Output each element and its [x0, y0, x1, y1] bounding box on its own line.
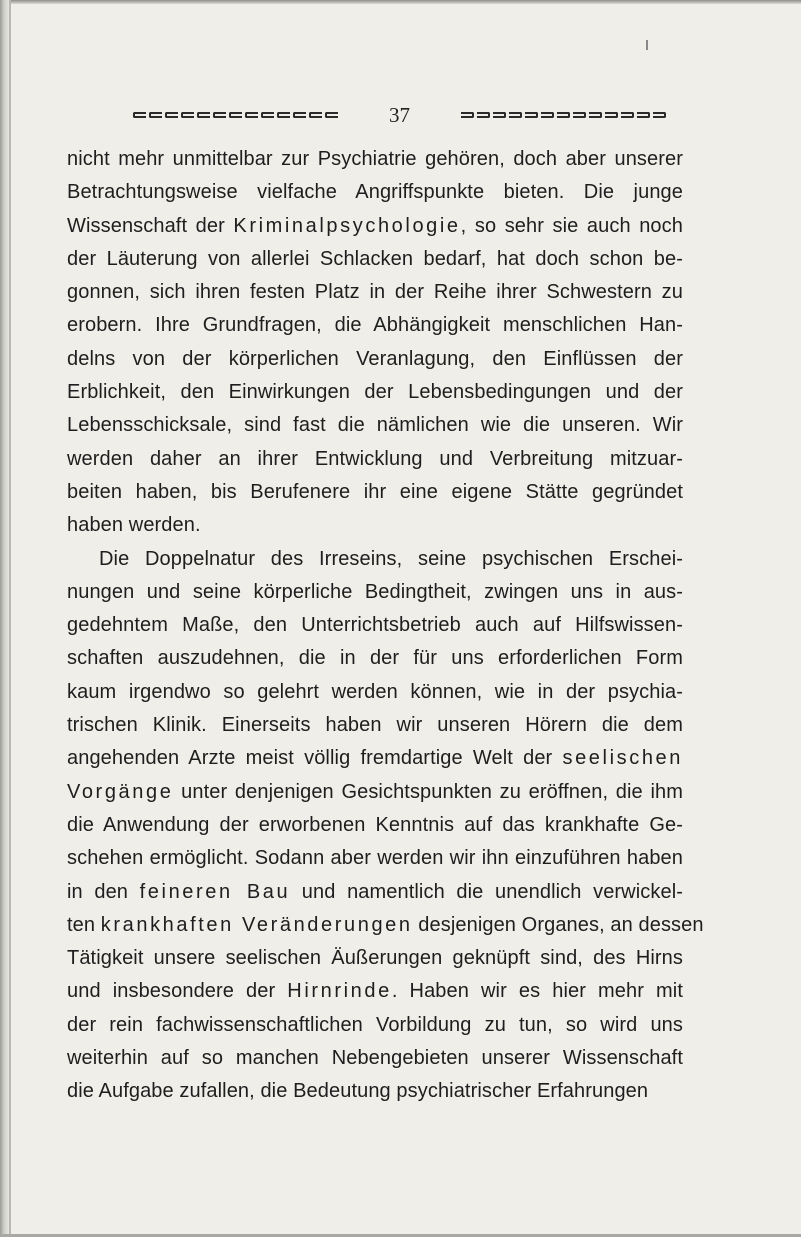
- text-line: Wissenschaft der Kriminalpsychologie, so sehr sie auch noch: [67, 214, 683, 237]
- text-line: Erblichkeit, den Einwirkungen der Lebensbedingungen und der: [67, 381, 683, 404]
- text-line: Lebensschicksale, sind fast die nämlichen wie die unseren. Wir: [67, 414, 683, 437]
- ornament-glyph: [653, 112, 666, 118]
- ornament-glyph: [133, 112, 146, 118]
- text-line: haben werden.: [67, 514, 201, 537]
- ornament-glyph: [197, 112, 210, 118]
- ornament-glyph: [245, 112, 258, 118]
- text-line: delns von der körperlichen Veranlagung, den Einflüssen der: [67, 347, 683, 370]
- ornament-glyph: [605, 112, 618, 118]
- text-line: beiten haben, bis Berufenere ihr eine eigene Stätte gegründet: [67, 480, 683, 503]
- text-line: Vorgänge unter denjenigen Gesichtspunkten zu eröffnen, die ihm: [67, 780, 683, 803]
- ornament-glyph: [213, 112, 226, 118]
- ornament-glyph: [541, 112, 554, 118]
- running-header: [133, 100, 666, 130]
- ornament-glyph: [181, 112, 194, 118]
- ornament-glyph: [573, 112, 586, 118]
- ornament-glyph: [325, 112, 338, 118]
- ornament-glyph: [293, 112, 306, 118]
- ornament-glyph: [493, 112, 506, 118]
- ornament-glyph: [557, 112, 570, 118]
- text-line: werden daher an ihrer Entwicklung und Verbreitung mitzuar-: [67, 447, 683, 470]
- text-line: gedehntem Maße, den Unterrichtsbetrieb auch auf Hilfswissen-: [67, 614, 683, 637]
- ornament-glyph: [229, 112, 242, 118]
- left-ornament-band: [133, 112, 338, 118]
- text-line: der rein fachwissenschaftlichen Vorbildung zu tun, so wird uns: [67, 1013, 683, 1036]
- text-line: die Aufgabe zufallen, die Bedeutung psychiatrischer Erfahrungen: [67, 1080, 649, 1103]
- text-line: erobern. Ihre Grundfragen, die Abhängigkeit menschlichen Han-: [67, 314, 683, 337]
- page-left-edge: [0, 0, 9, 1237]
- emphasized-term: seelischen: [562, 747, 683, 770]
- emphasized-term: feineren Bau: [139, 880, 291, 903]
- text-line: nungen und seine körperliche Bedingtheit, zwingen uns in aus-: [67, 580, 683, 603]
- text-line: Die Doppelnatur des Irreseins, seine psychischen Erschei-: [99, 547, 683, 570]
- body-text: [67, 143, 704, 1109]
- ornament-glyph: [165, 112, 178, 118]
- text-line: Betrachtungsweise vielfache Angriffspunkte bieten. Die junge: [67, 181, 683, 204]
- text-line: in den feineren Bau und namentlich die unendlich verwickel-: [67, 880, 683, 903]
- right-ornament-band: [461, 112, 666, 118]
- ornament-glyph: [621, 112, 634, 118]
- text-line: nicht mehr unmittelbar zur Psychiatrie gehören, doch aber unserer: [67, 148, 683, 170]
- ornament-glyph: [637, 112, 650, 118]
- ornament-glyph: [509, 112, 522, 118]
- text-line: schehen ermöglicht. Sodann aber werden wir ihn einzuführen haben: [67, 847, 683, 870]
- emphasized-term: Vorgänge: [67, 780, 174, 803]
- print-speck: [646, 40, 648, 50]
- ornament-glyph: [461, 112, 474, 118]
- ornament-glyph: [589, 112, 602, 118]
- emphasized-term: krankhaften Veränderungen: [100, 913, 413, 936]
- text-line: die Anwendung der erworbenen Kenntnis auf das krankhafte Ge-: [67, 813, 683, 836]
- ornament-glyph: [477, 112, 490, 118]
- ornament-glyph: [261, 112, 274, 118]
- emphasized-term: Hirnrinde: [287, 980, 392, 1003]
- text-line: der Läuterung von allerlei Schlacken bedarf, hat doch schon be-: [67, 247, 683, 270]
- text-line: Tätigkeit unsere seelischen Äußerungen geknüpft sind, des Hirns: [67, 947, 683, 970]
- text-line: trischen Klinik. Einerseits haben wir unseren Hörern die dem: [67, 714, 683, 737]
- text-line: und insbesondere der Hirnrinde. Haben wir es hier mehr mit: [67, 980, 683, 1003]
- text-line: ten krankhaften Veränderungen desjenigen Organes, an dessen: [67, 913, 704, 936]
- page-number: 37: [389, 102, 410, 127]
- text-line: angehenden Arzte meist völlig fremdartige Welt der seelischen: [67, 747, 683, 770]
- ornament-glyph: [525, 112, 538, 118]
- ornament-glyph: [149, 112, 162, 118]
- emphasized-term: Kriminalpsychologie: [233, 214, 461, 237]
- text-line: kaum irgendwo so gelehrt werden können, wie in der psychia-: [67, 680, 683, 703]
- page-binding-line: [9, 0, 11, 1237]
- text-line: gonnen, sich ihren festen Platz in der Reihe ihrer Schwestern zu: [67, 281, 683, 304]
- text-line: weiterhin auf so manchen Nebengebieten unserer Wissenschaft: [67, 1047, 683, 1070]
- ornament-glyph: [309, 112, 322, 118]
- page-top-edge: [0, 0, 801, 4]
- text-line: schaften auszudehnen, die in der für uns erforderlichen Form: [67, 647, 683, 670]
- ornament-glyph: [277, 112, 290, 118]
